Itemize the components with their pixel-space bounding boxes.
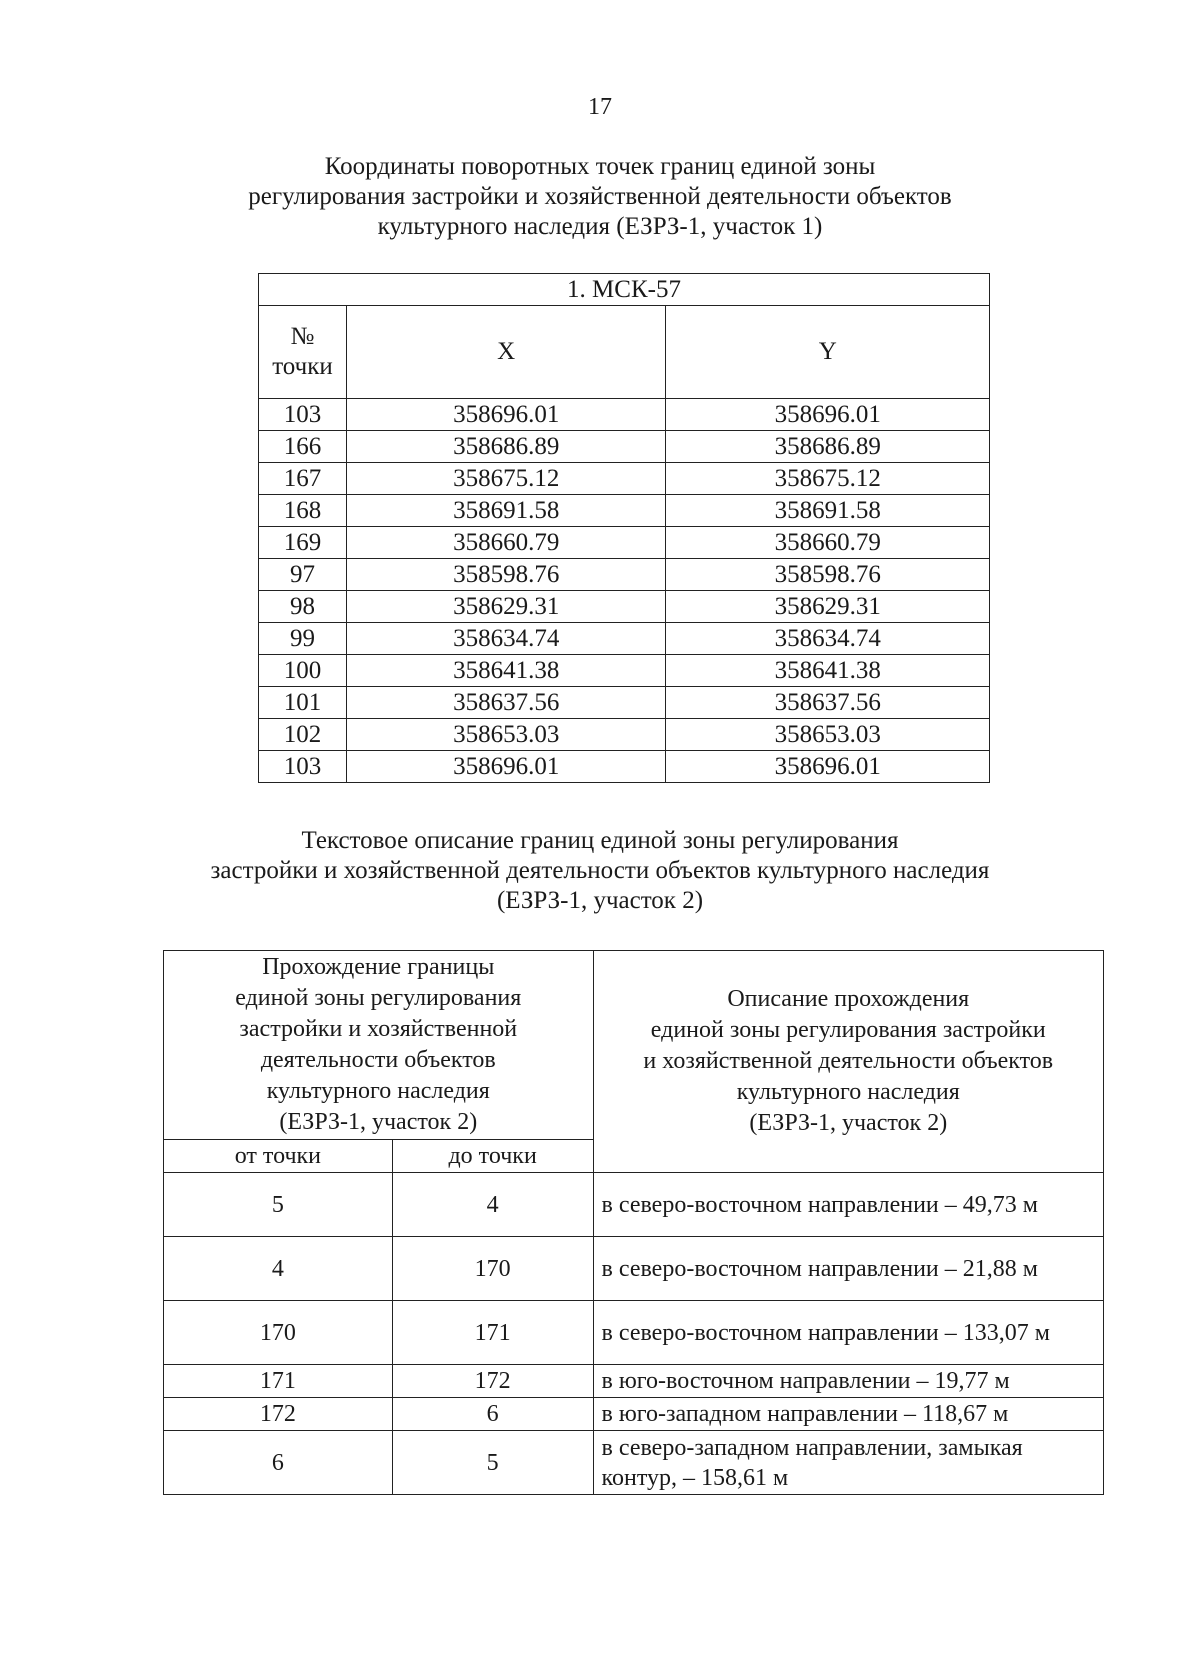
coordinates-body xyxy=(259,399,990,783)
coordinate-row xyxy=(259,527,990,559)
to-point-cell: 5 xyxy=(392,1431,593,1495)
segment-description-cell: в северо-западном направлении, замыкая контур, – 158,61 м xyxy=(593,1431,1103,1495)
boundary-segment-row xyxy=(164,1237,1104,1301)
y-value-cell: 358598.76 xyxy=(666,559,990,591)
point-number-cell: 103 xyxy=(259,751,347,783)
to-point-cell: 4 xyxy=(392,1173,593,1237)
x-value-cell: 358675.12 xyxy=(346,463,666,495)
y-header: Y xyxy=(666,306,990,399)
passage-description-header-line: и хозяйственной деятельности объектов xyxy=(643,1048,1054,1074)
x-value-cell: 358653.03 xyxy=(346,719,666,751)
x-value-cell: 358641.38 xyxy=(346,655,666,687)
y-value-cell: 358641.38 xyxy=(666,655,990,687)
coordinates-header-row xyxy=(259,306,990,399)
description-title-line: Текстовое описание границ единой зоны регулирования xyxy=(301,827,899,854)
description-body xyxy=(164,1173,1104,1495)
from-point-header: от точки xyxy=(164,1140,393,1173)
coordinate-row xyxy=(259,687,990,719)
x-value-cell: 358696.01 xyxy=(346,399,666,431)
to-point-cell: 172 xyxy=(392,1365,593,1398)
point-number-cell: 168 xyxy=(259,495,347,527)
from-point-cell: 6 xyxy=(164,1431,393,1495)
point-number-cell: 169 xyxy=(259,527,347,559)
description-title-line: (ЕЗРЗ-1, участок 2) xyxy=(496,887,704,914)
coordinate-row xyxy=(259,751,990,783)
coordinates-title-line: культурного наследия (ЕЗРЗ-1, участок 1) xyxy=(377,213,823,240)
passage-description-header-line: культурного наследия xyxy=(736,1079,960,1105)
y-value-cell: 358691.58 xyxy=(666,495,990,527)
x-value-cell: 358637.56 xyxy=(346,687,666,719)
boundary-segment-row xyxy=(164,1365,1104,1398)
coordinates-table xyxy=(258,273,990,783)
point-number-header-word: точки xyxy=(272,353,333,380)
point-number-cell: 167 xyxy=(259,463,347,495)
coordinate-row xyxy=(259,399,990,431)
boundary-segment-row xyxy=(164,1398,1104,1431)
y-value-cell: 358660.79 xyxy=(666,527,990,559)
coordinate-system-label: 1. МСК-57 xyxy=(259,274,990,306)
passage-description-header-line: единой зоны регулирования застройки xyxy=(650,1017,1046,1043)
coordinate-row xyxy=(259,623,990,655)
boundary-passage-header xyxy=(164,951,594,1140)
boundary-segment-row xyxy=(164,1173,1104,1237)
point-number-cell: 100 xyxy=(259,655,347,687)
passage-description-header-line: (ЕЗРЗ-1, участок 2) xyxy=(749,1110,948,1136)
coordinate-system-row xyxy=(259,274,990,306)
point-number-cell: 103 xyxy=(259,399,347,431)
page-number: 17 xyxy=(588,94,612,120)
coordinates-title-line: регулирования застройки и хозяйственной деятельности объектов xyxy=(248,183,952,210)
x-value-cell: 358629.31 xyxy=(346,591,666,623)
passage-description-header-line: Описание прохождения xyxy=(727,986,970,1012)
coordinate-row xyxy=(259,655,990,687)
y-value-cell: 358629.31 xyxy=(666,591,990,623)
description-title-line: застройки и хозяйственной деятельности объектов культурного наследия xyxy=(210,857,990,884)
coordinate-row xyxy=(259,719,990,751)
coordinate-row xyxy=(259,431,990,463)
y-value-cell: 358696.01 xyxy=(666,399,990,431)
coordinate-row xyxy=(259,463,990,495)
passage-description-header xyxy=(593,951,1103,1173)
to-point-header: до точки xyxy=(392,1140,593,1173)
x-header: X xyxy=(346,306,666,399)
coordinate-row xyxy=(259,495,990,527)
segment-description-cell: в северо-восточном направлении – 21,88 м xyxy=(593,1237,1103,1301)
x-value-cell: 358634.74 xyxy=(346,623,666,655)
to-point-cell: 6 xyxy=(392,1398,593,1431)
segment-description-cell: в юго-западном направлении – 118,67 м xyxy=(593,1398,1103,1431)
boundary-passage-header-line: единой зоны регулирования xyxy=(235,985,522,1011)
x-value-cell: 358686.89 xyxy=(346,431,666,463)
x-value-cell: 358691.58 xyxy=(346,495,666,527)
segment-description-cell: в северо-восточном направлении – 133,07 м xyxy=(593,1301,1103,1365)
from-point-cell: 172 xyxy=(164,1398,393,1431)
point-number-cell: 99 xyxy=(259,623,347,655)
coordinate-row xyxy=(259,559,990,591)
boundary-description-table xyxy=(163,950,1104,1495)
point-number-header-symbol: № xyxy=(290,323,315,350)
point-number-cell: 102 xyxy=(259,719,347,751)
boundary-segment-row xyxy=(164,1431,1104,1495)
segment-description-cell: в северо-восточном направлении – 49,73 м xyxy=(593,1173,1103,1237)
description-header-row xyxy=(164,951,1104,1140)
boundary-segment-row xyxy=(164,1301,1104,1365)
boundary-passage-header-line: (ЕЗРЗ-1, участок 2) xyxy=(279,1109,478,1135)
y-value-cell: 358634.74 xyxy=(666,623,990,655)
from-point-cell: 170 xyxy=(164,1301,393,1365)
coordinates-title-line: Координаты поворотных точек границ единой зоны xyxy=(324,153,876,180)
boundary-passage-header-line: культурного наследия xyxy=(266,1078,490,1104)
point-number-cell: 98 xyxy=(259,591,347,623)
description-title xyxy=(150,826,1050,916)
x-value-cell: 358598.76 xyxy=(346,559,666,591)
coordinates-title xyxy=(150,152,1050,242)
y-value-cell: 358637.56 xyxy=(666,687,990,719)
y-value-cell: 358675.12 xyxy=(666,463,990,495)
boundary-passage-header-line: застройки и хозяйственной xyxy=(239,1016,518,1042)
point-number-cell: 97 xyxy=(259,559,347,591)
y-value-cell: 358653.03 xyxy=(666,719,990,751)
y-value-cell: 358696.01 xyxy=(666,751,990,783)
x-value-cell: 358696.01 xyxy=(346,751,666,783)
point-number-header xyxy=(259,306,347,399)
from-point-cell: 5 xyxy=(164,1173,393,1237)
point-number-cell: 101 xyxy=(259,687,347,719)
boundary-passage-header-line: деятельности объектов xyxy=(260,1047,496,1073)
point-number-cell: 166 xyxy=(259,431,347,463)
segment-description-cell: в юго-восточном направлении – 19,77 м xyxy=(593,1365,1103,1398)
from-point-cell: 171 xyxy=(164,1365,393,1398)
to-point-cell: 170 xyxy=(392,1237,593,1301)
y-value-cell: 358686.89 xyxy=(666,431,990,463)
x-value-cell: 358660.79 xyxy=(346,527,666,559)
from-point-cell: 4 xyxy=(164,1237,393,1301)
boundary-passage-header-line: Прохождение границы xyxy=(262,954,495,980)
to-point-cell: 171 xyxy=(392,1301,593,1365)
coordinate-row xyxy=(259,591,990,623)
